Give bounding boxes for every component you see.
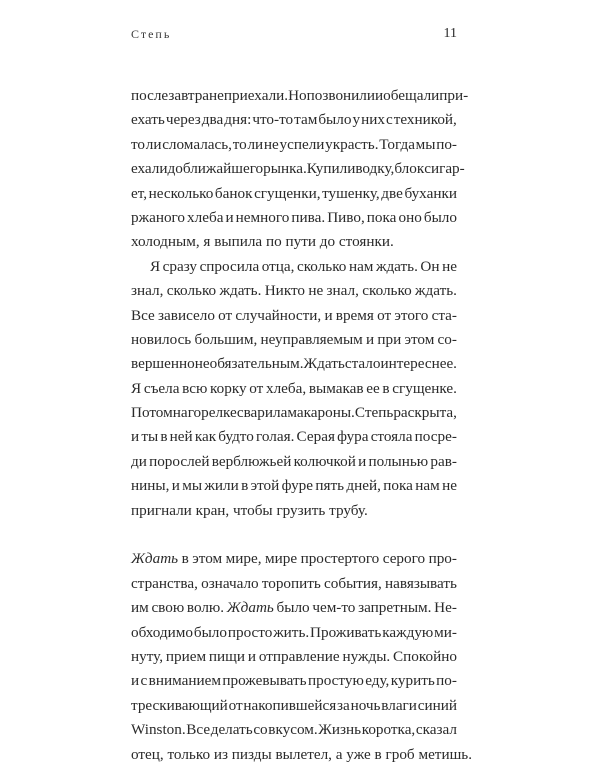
paragraph <box>131 255 457 523</box>
text-line: Ждать в этом мире, мире простертого серого про- <box>131 550 457 568</box>
text-line: холодным, я выпила по пути до стоянки. <box>131 233 394 251</box>
running-head: Степь <box>131 27 172 41</box>
text-line: отец, только из пизды вылетел, а уже в гроб метишь. <box>131 745 472 763</box>
text-line: трескивающий от накопившейся за ночь влаги синий <box>131 696 457 714</box>
text-line: ехать через два дня: что-то там было у них с техникой, <box>131 111 457 129</box>
text-line: Winston. Все делать со вкусом. Жизнь коротка, сказал <box>131 721 457 739</box>
text-line: вершенно необязательным. Ждать стало интереснее. <box>131 355 457 373</box>
text-line: Все зависело от случайности, и время от этого ста- <box>131 306 457 324</box>
text-line: обходимо было просто жить. Проживать каждую ми- <box>131 623 457 641</box>
text-line: новилось большим, неуправляемым и при этом со- <box>131 330 457 348</box>
text-line: пригнали кран, чтобы грузить трубу. <box>131 501 368 519</box>
text-line: им свою волю. Ждать было чем-то запретным. Не- <box>131 599 457 617</box>
text-line: и ты в ней как будто голая. Серая фура стояла посре- <box>131 428 457 446</box>
text-line: ржаного хлеба и немного пива. Пиво, пока оно было <box>131 208 457 226</box>
text-line: странства, означало торопить события, навязывать <box>131 574 457 592</box>
text-line: то ли сломалась, то ли не успели украсть. Тогда мы по- <box>131 135 457 153</box>
text-line: ет, несколько банок сгущенки, тушенку, две буханки <box>131 184 457 202</box>
section-break <box>131 523 457 547</box>
text-line: ехали до ближайшего рынка. Купили водку, блок сигар- <box>131 160 465 178</box>
text-line: Потом на горелке сварила макароны. Степь раскрыта, <box>131 404 457 422</box>
text-line: знал, сколько ждать. Никто не знал, сколько ждать. <box>131 282 457 300</box>
text-line: Я сразу спросила отца, сколько нам ждать. Он не <box>150 257 457 275</box>
body-text <box>131 84 472 767</box>
text-line: послезавтра не приехали. Но позвонили и обещали при- <box>131 87 469 104</box>
text-line: ди порослей верблюжьей колючкой и полынью рав- <box>131 452 457 470</box>
text-line: нины, и мы жили в этой фуре пять дней, пока нам не <box>131 477 457 495</box>
text-line: и с вниманием прожевывать простую еду, курить по- <box>131 672 457 690</box>
paragraph <box>131 84 469 255</box>
page-number: 11 <box>443 26 457 41</box>
paragraph <box>131 547 472 767</box>
text-line: Я съела всю корку от хлеба, вымакав ее в сгущенке. <box>131 379 457 397</box>
text-line: нуту, прием пищи и отправление нужды. Спокойно <box>131 647 457 665</box>
